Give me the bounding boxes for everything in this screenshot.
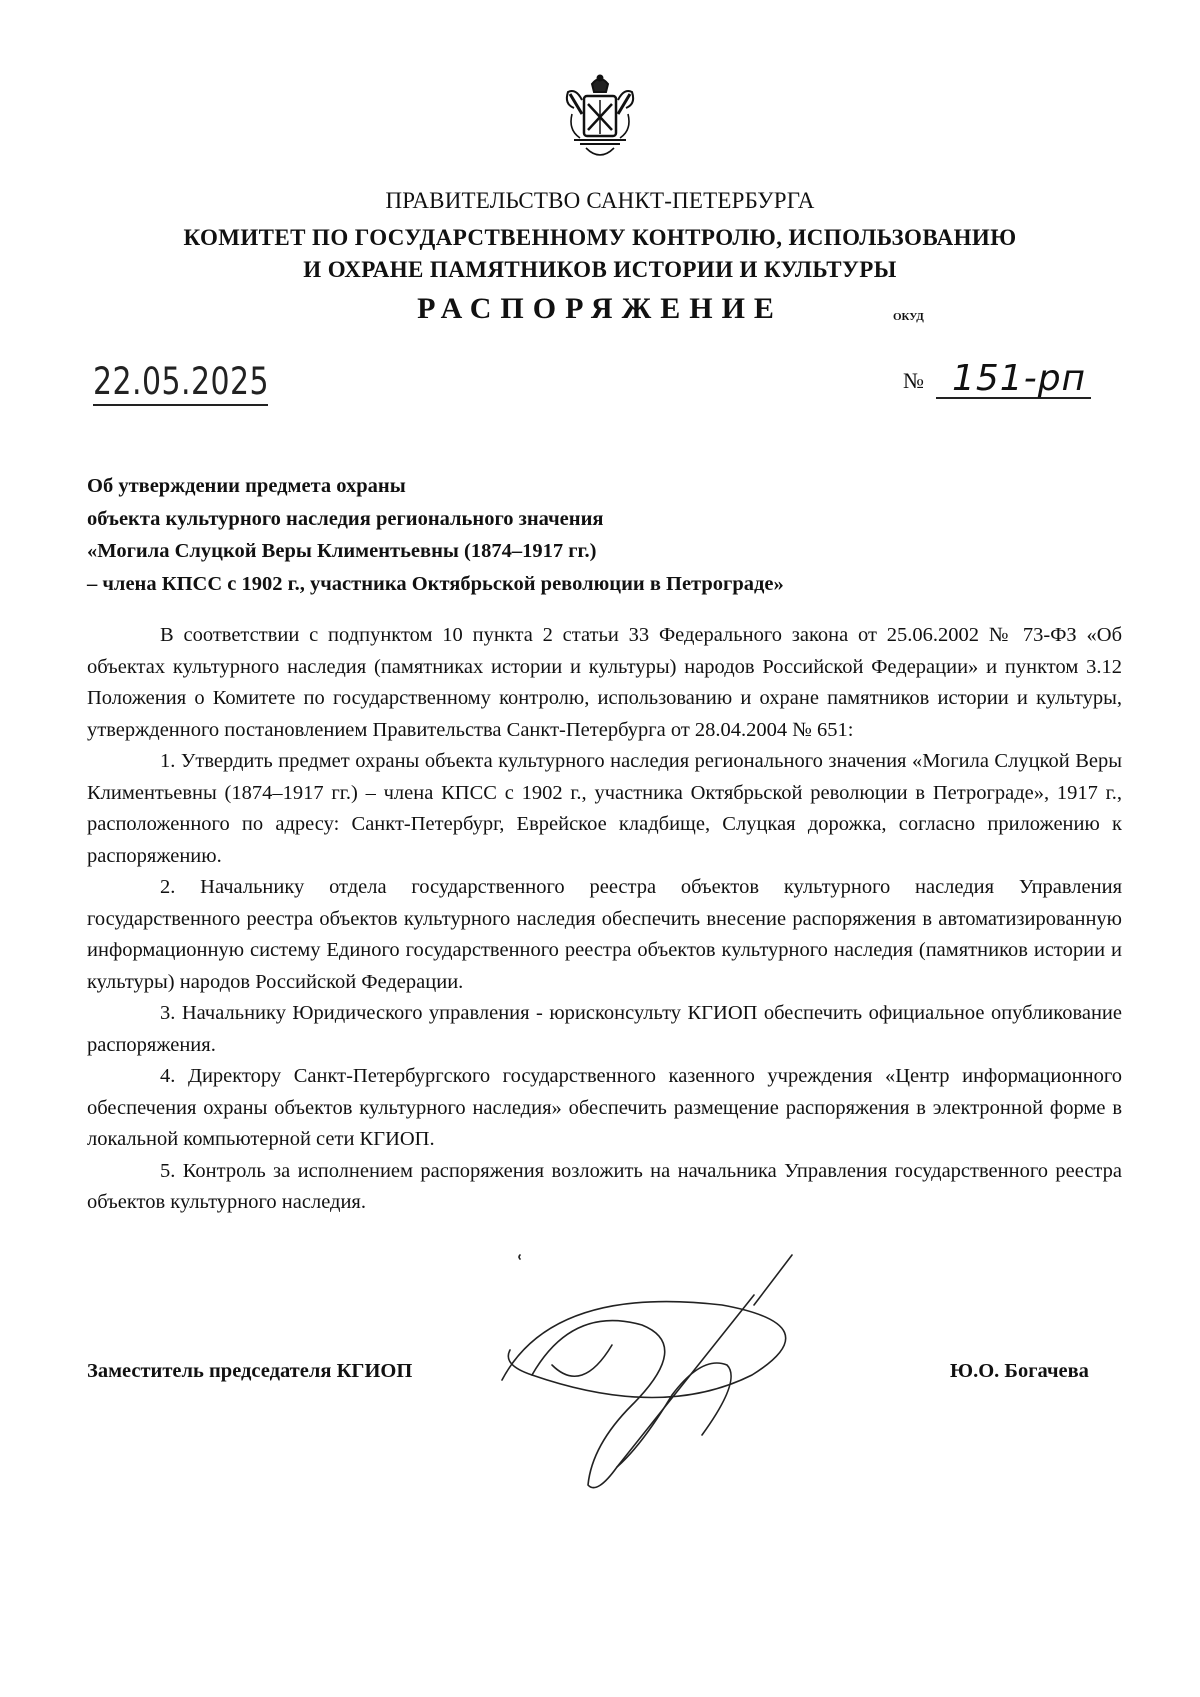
number-label: № [903, 368, 924, 393]
title-line: объекта культурного наследия регионального значения [87, 507, 604, 530]
document-number: 151-рп [952, 358, 1087, 399]
committee-name [0, 222, 1200, 286]
document-type: РАСПОРЯЖЕНИЕ [417, 292, 783, 325]
signatory-position: Заместитель председателя КГИОП [87, 1360, 413, 1382]
clause-3: 3. Начальнику Юридического управления - юрисконсульту КГИОП обеспечить официальное опубликование распоряжения. [87, 1002, 1122, 1056]
date-underline [93, 404, 268, 406]
okud-label: ОКУД [893, 311, 924, 323]
committee-name-line-2: И ОХРАНЕ ПАМЯТНИКОВ ИСТОРИИ И КУЛЬТУРЫ [303, 257, 897, 282]
title-line: «Могила Слуцкой Веры Климентьевны (1874–1917 гг.) [87, 540, 597, 562]
preamble-paragraph: В соответствии с подпунктом 10 пункта 2 статьи 33 Федерального закона от 25.06.2002 № 73-ФЗ «Об объектах культурного наследия (памятниках истории и культуры) народов Российской Федерации» и пунктом 3.12 Положения о Комитете по государственному контролю, использованию и охране памятников истории и культуры, утвержденного постановлением Правительства Санкт-Петербурга от 28.04.2004 № 651: [87, 624, 1122, 741]
committee-name-line-1: КОМИТЕТ ПО ГОСУДАРСТВЕННОМУ КОНТРОЛЮ, ИСПОЛЬЗОВАНИЮ [183, 225, 1017, 250]
clause-2: 2. Начальнику отдела государственного реестра объектов культурного наследия Управления государственного реестра объектов культурного наследия обеспечить внесение распоряжения в автоматизированную информационную систему Единого государственного реестра объектов культурного наследия (памятников истории и культуры) народов Российской Федерации. [87, 876, 1122, 993]
coat-of-arms-icon [562, 74, 638, 162]
title-line: Об утверждении предмета охраны [87, 475, 406, 497]
signatory-name: Ю.О. Богачева [950, 1360, 1089, 1382]
document-date: 22.05.2025 [93, 360, 269, 403]
clause-4: 4. Директору Санкт-Петербургского государственного казенного учреждения «Центр информационного обеспечения охраны объектов культурного наследия» обеспечить размещение распоряжения в электронной форме в локальной компьютерной сети КГИОП. [87, 1065, 1122, 1150]
handwritten-signature-icon [492, 1245, 872, 1515]
clause-5: 5. Контроль за исполнением распоряжения возложить на начальника Управления государственного реестра объектов культурного наследия. [87, 1159, 1122, 1213]
document-title [87, 470, 987, 600]
government-name: ПРАВИТЕЛЬСТВО САНКТ-ПЕТЕРБУРГА [385, 188, 815, 213]
title-line: – члена КПСС с 1902 г., участника Октябрьской революции в Петрограде» [87, 572, 784, 595]
document-body [87, 620, 1122, 1219]
clause-1: 1. Утвердить предмет охраны объекта культурного наследия регионального значения «Могила Слуцкой Веры Климентьевны (1874–1917 гг.) – члена КПСС с 1902 г., участника Октябрьской революции в Петрограде», 1917 г., расположенного по адресу: Санкт-Петербург, Еврейское кладбище, Слуцкая дорожка, согласно приложению к распоряжению. [87, 750, 1122, 867]
